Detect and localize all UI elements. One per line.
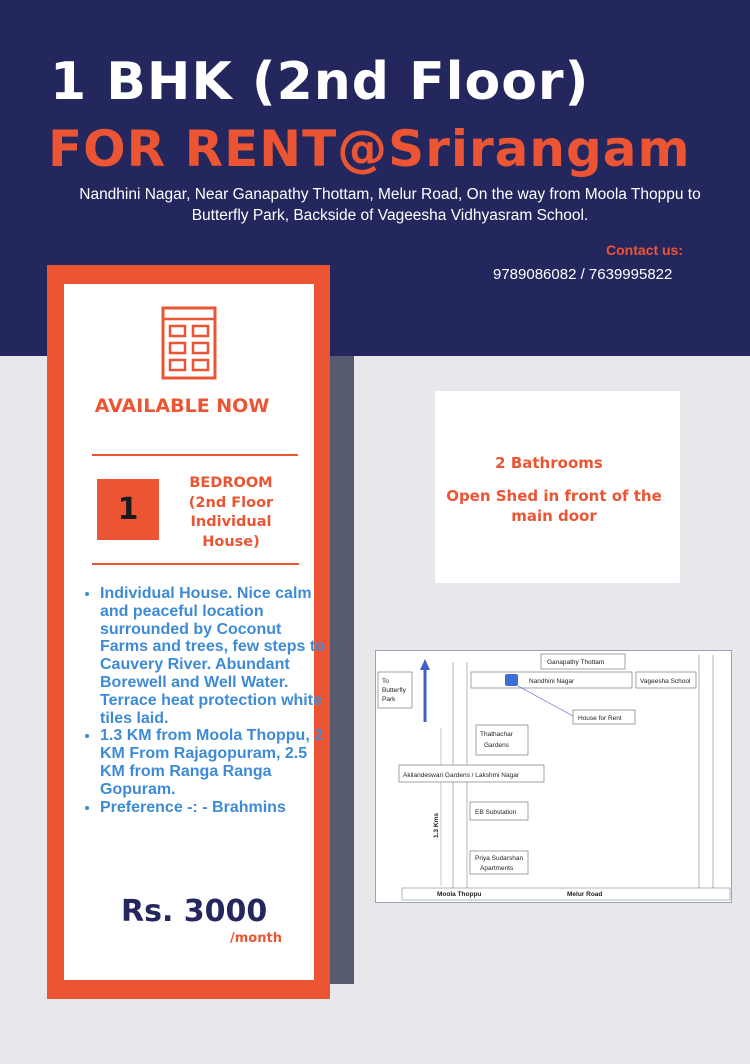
contact-label: Contact us: — [606, 242, 683, 258]
map-label: EB Substation — [475, 809, 517, 816]
shed-label: Open Shed in front of the main door — [446, 487, 662, 525]
address: Nandhini Nagar, Near Ganapathy Thottam, Melur Road, On the way from Moola Thoppu to Butterfly Park, Backside of Vageesha Vidhyasram School. — [79, 186, 701, 224]
feature-item: • Preference -: - Brahmins — [100, 799, 332, 817]
bedroom-line: BEDROOM — [189, 475, 273, 491]
map-label: 1.3 Kms — [433, 813, 440, 838]
availability-label: AVAILABLE NOW — [94, 395, 270, 417]
bedroom-line: House) — [202, 533, 260, 550]
map-label: To — [382, 678, 389, 685]
map-label: Thathachar — [480, 731, 513, 738]
map-label: Moola Thoppu — [437, 891, 482, 898]
feature-item: • Individual House. Nice calm and peaceful location surrounded by Coconut Farms and trees, few steps to Cauvery River. Abundant Borewell and Well Water. Terrace heat protection white tiles laid. — [100, 585, 332, 727]
bedroom-count-badge: 1 — [97, 479, 159, 540]
page-subtitle: FOR RENT@Srirangam — [48, 120, 691, 178]
bedroom-description — [176, 474, 286, 552]
amenities-box — [435, 391, 680, 583]
bedroom-line: Individual — [190, 514, 272, 530]
building-icon — [161, 306, 217, 380]
feature-item: • 1.3 KM from Moola Thoppu, 2 KM From Rajagopuram, 2.5 KM from Ranga Ranga Gopuram. — [100, 727, 332, 798]
map-label: Vageesha School — [640, 678, 691, 685]
map-drawing — [375, 650, 732, 903]
feature-list — [80, 585, 332, 816]
divider-bottom — [92, 563, 299, 565]
price-unit: /month — [230, 931, 282, 946]
map-label: House for Rent — [578, 715, 622, 722]
contact-phone[interactable]: 9789086082 / 7639995822 — [493, 266, 673, 283]
map-label: Butterfly — [382, 687, 406, 694]
map-label: Priya Sudarshan — [475, 855, 524, 862]
price: Rs. 3000 — [121, 894, 268, 929]
house-marker-icon — [505, 674, 518, 686]
map-label: Akilandeswari Gardens / Lakshmi Nagar — [403, 772, 519, 779]
map-label: Melur Road — [567, 891, 603, 898]
map-label: Gardens — [484, 742, 509, 749]
map-label: Park — [382, 696, 396, 703]
map-label: Ganapathy Thottam — [547, 659, 605, 666]
bathrooms-label: 2 Bathrooms — [495, 454, 603, 472]
thathachar-box — [476, 725, 528, 755]
map-label: Nandhini Nagar — [529, 678, 575, 685]
divider-top — [92, 454, 298, 456]
location-map — [375, 650, 732, 903]
bedroom-line: (2nd Floor — [188, 494, 274, 511]
map-label: Apartments — [480, 865, 514, 872]
page-title: 1 BHK (2nd Floor) — [50, 52, 590, 112]
